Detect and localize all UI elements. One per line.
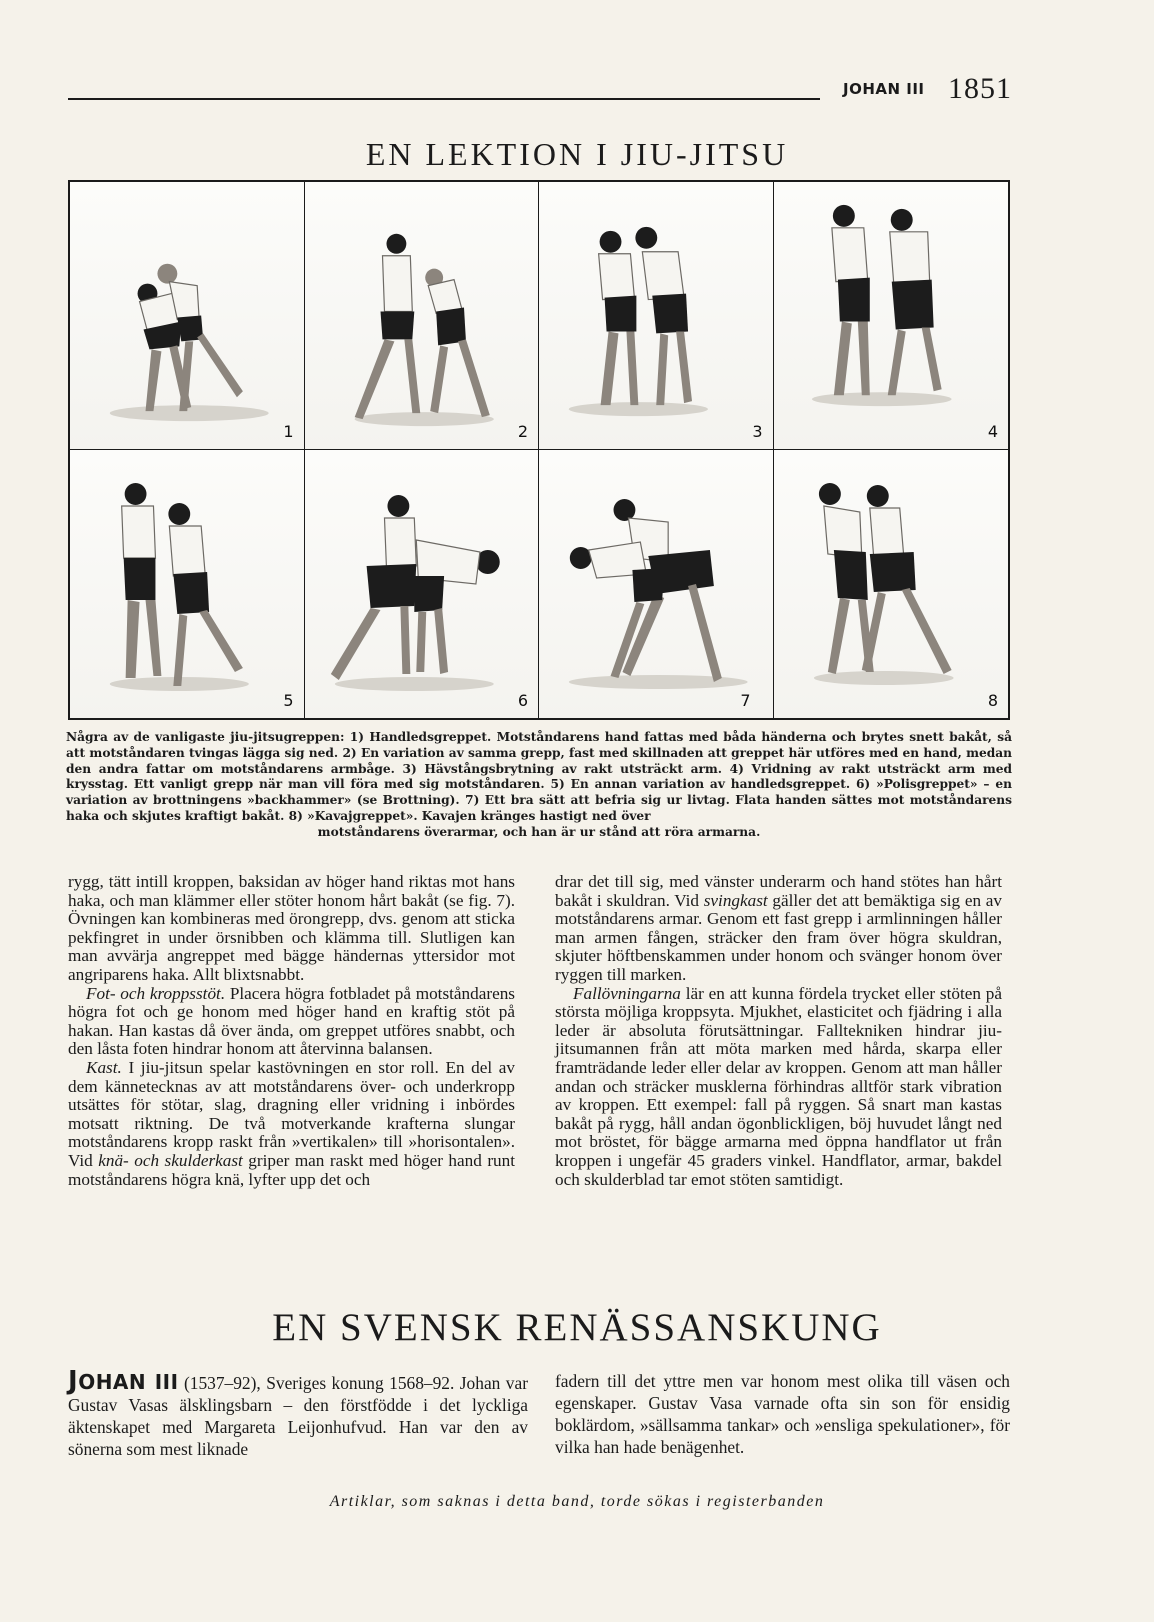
- term: svingkast: [703, 890, 768, 910]
- photo-number: 1: [283, 422, 294, 441]
- wrestlers-illustration-3: [539, 182, 773, 449]
- paragraph: [555, 985, 1002, 1190]
- wrestlers-illustration-6: [305, 450, 539, 718]
- headword: [68, 1366, 179, 1396]
- caption-main: Några av de vanligaste jiu-jitsugreppen: 1) Handledsgreppet. Motståndarens hand fattas med båda händerna och brytes snett bakåt, så att motståndaren tvingas lägga sig ned. 2) En variation av samma grepp, fast med skillnaden att greppet här utföres med en hand, medan den andra fattar om motståndarens armbåge. 3) Hävstångsbrytning av rakt utsträckt arm. 4) Vridning av rakt utsträckt arm med krysstag. Ett vanligt grepp när man vill föra med sig motståndaren. 5) En annan variation av handledsgreppet. 6) »Polisgreppet» – en variation av brottningens »backhammer» (se Brottning). 7) Ett bra sätt att befria sig ur livtag. Flata handen sättes mot motståndarens haka och skjutes kraftigt bakåt. 8) »Kavajgreppet». Kavajen kränges hastigt ned över: [66, 730, 1012, 823]
- term: Kast.: [86, 1057, 122, 1077]
- footer-note: Artiklar, som saknas i detta band, torde sökas i registerbanden: [329, 1493, 825, 1510]
- paragraph-text: gäller det att bemäktiga sig en av motståndarens armar. Genom ett fast grepp i armlinningen håller man armen fången, sträcker den fram över högra skuldran, skjuter höftbenskammen under honom och svänger honom över ryggen till marken.: [555, 890, 1002, 984]
- section-title: EN SVENSK RENÄSSANSKUNG: [272, 1306, 882, 1349]
- paragraph-text: drar det till sig, med vänster underarm och hand stötes han hårt bakåt i skuldran. Vid: [555, 872, 1002, 910]
- photo-number: 8: [987, 691, 998, 710]
- photo-7: [539, 450, 774, 718]
- intro-text: fadern till det yttre men var honom mest olika till väsen och egenskaper. Gustav Vasa varnade ofta sin son för ensidig boklärdom, »sällsamma tankar» och »ensliga spekulationer», för vilka han hade benägenhet.: [555, 1371, 1010, 1457]
- photo-1: [70, 182, 305, 450]
- photo-number: 4: [987, 422, 998, 441]
- wrestlers-illustration-8: [774, 450, 1009, 718]
- wrestlers-illustration-7: [539, 450, 773, 718]
- photo-number: 3: [752, 422, 763, 441]
- running-head: JOHAN III: [843, 80, 925, 98]
- paragraph-text: lär en att kunna fördela trycket eller stöten på största möjliga kroppsyta. Mjukhet, elasticitet och fjädring i alla leder är absoluta förutsättningar. Falltekniken hindrar jiu-jitsumannen från att möta marken med hårda, skarpa eller framträdande leder eller delar av kroppen. Genom att man håller andan och sträcker musklerna förhindras alltför stark vibration av kroppen. Ett exempel: fall på ryggen. Så snart man kastas bakåt på rygg, håll andan ögonblickligen, böj huvudet långt ned mot bröstet, för bägge armarna med öppna handflator ut från kroppen i ungefär 45 graders vinkel. Handflator, armar, bakdel och skulderblad tar emot stöten samtidigt.: [555, 983, 1002, 1189]
- wrestlers-illustration-5: [70, 450, 304, 718]
- wrestlers-illustration-1: [70, 182, 304, 449]
- page-number: 1851: [948, 72, 1012, 105]
- paragraph: [68, 873, 515, 985]
- term: Fallövningarna: [573, 983, 681, 1003]
- body-column-left: [68, 873, 515, 1189]
- photo-number: 2: [517, 422, 528, 441]
- photo-3: [539, 182, 774, 450]
- photo-2: [305, 182, 540, 450]
- body-column-right: [555, 873, 1002, 1189]
- photo-number: 6: [517, 691, 528, 710]
- photo-grid: [68, 180, 1010, 720]
- intro-text: (1537–92), Sveriges konung 1568–92. Johan var Gustav Vasas älsklingsbarn – den förstfödde i det lyckliga äktenskapet med Margareta Leijonhufvud. Han var den av sönerna som mest liknade: [68, 1373, 528, 1459]
- paragraph-text: griper man raskt med höger hand runt motståndarens högra knä, lyfter upp det och: [68, 1150, 516, 1189]
- photo-4: [774, 182, 1009, 450]
- caption-end: motståndarens överarmar, och han är ur stånd att röra armarna.: [317, 824, 761, 839]
- photo-number: 7: [740, 691, 751, 710]
- paragraph-text: Placera högra fotbladet på motståndarens högra fot och ge honom med höger hand en kraftig stöt på hakan. Han kastas då över ända, om greppet utföres snabbt, och den låsta foten hindrar honom att återvinna balansen.: [68, 983, 515, 1059]
- paragraph-text: rygg, tätt intill kroppen, baksidan av höger hand riktas mot hans haka, och man klämmer eller stöter honom hårt bakåt (se fig. 7). Övningen kan kombineras med örongrepp, dvs. genom att sticka pekfingret in under örsnibben och klämma till. Slutligen kan man avvärja angreppet med bägge händernas yttersidor mot angriparens haka. Allt blixtsnabbt.: [68, 872, 515, 984]
- wrestlers-illustration-2: [305, 182, 539, 449]
- header-rule: [68, 98, 820, 100]
- photo-number: 5: [283, 691, 294, 710]
- paragraph: [555, 873, 1002, 985]
- photo-8: [774, 450, 1009, 718]
- article-intro-right: [555, 1370, 1010, 1458]
- photo-caption: [66, 730, 1012, 841]
- headword-initial: J: [68, 1366, 79, 1396]
- paragraph-text: I jiu-jitsun spelar kastövningen en stor roll. En del av dem kännetecknas av att motståndarens över- och underkropp utsättes för stötar, slag, dragning eller vridning i inbördes motsatt riktning. De två motverkande krafterna slungar motståndarens kropp raskt från »vertikalen» till »horisontalen». Vid: [68, 1057, 515, 1170]
- paragraph: [68, 985, 515, 1059]
- paragraph: [68, 1059, 515, 1189]
- term: Fot- och kroppsstöt.: [86, 983, 226, 1003]
- photo-5: [70, 450, 305, 718]
- wrestlers-illustration-4: [774, 182, 1009, 449]
- article-intro-left: [68, 1366, 528, 1460]
- headword-rest: OHAN III: [78, 1370, 179, 1394]
- lesson-title: EN LEKTION I JIU-JITSU: [365, 136, 789, 172]
- term: knä- och skulderkast: [98, 1150, 243, 1170]
- photo-6: [305, 450, 540, 718]
